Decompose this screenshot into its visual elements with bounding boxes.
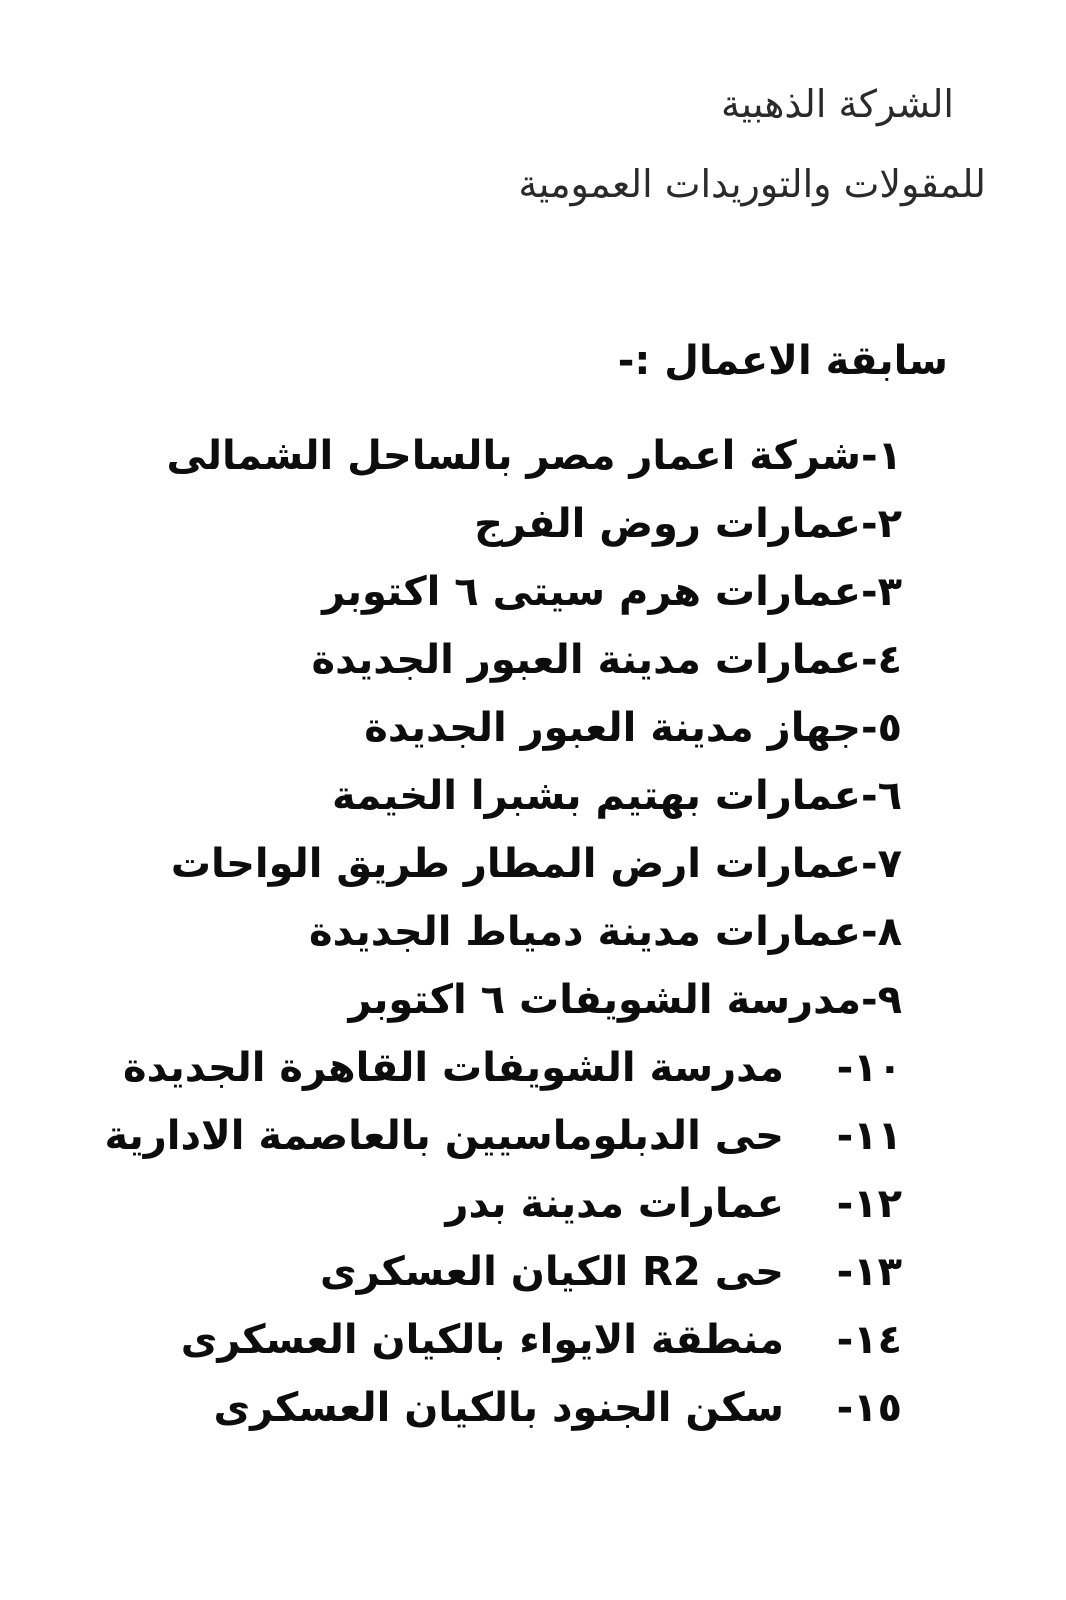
section-heading: سابقة الاعمال :- <box>617 338 948 384</box>
item-number: ٢- <box>860 501 902 547</box>
item-number: ١٥- <box>836 1385 902 1431</box>
item-text: جهاز مدينة العبور الجديدة <box>364 705 861 751</box>
item-number: ٧- <box>860 841 902 887</box>
item-text: عمارات مدينة بدر <box>445 1181 784 1227</box>
list-item <box>104 1034 902 1102</box>
item-number: ٣- <box>860 569 902 615</box>
list-item <box>104 1102 902 1170</box>
item-number: ٥- <box>860 705 902 751</box>
item-text: عمارات هرم سيتى ٦ اكتوبر <box>322 569 861 615</box>
item-number: ١١- <box>836 1113 902 1159</box>
list-item <box>104 762 902 830</box>
company-subtitle: للمقولات والتوريدات العمومية <box>518 162 986 206</box>
item-text: منطقة الايواء بالكيان العسكرى <box>180 1317 784 1363</box>
item-number: ٤- <box>860 637 902 683</box>
list-item <box>104 1374 902 1442</box>
list-item <box>104 626 902 694</box>
item-text: حى الدبلوماسيين بالعاصمة الادارية <box>104 1113 784 1159</box>
list-item <box>104 966 902 1034</box>
item-text: عمارات روض الفرج <box>474 501 861 547</box>
item-number: ٩- <box>860 977 902 1023</box>
item-text: عمارات مدينة دمياط الجديدة <box>309 909 861 955</box>
list-item <box>104 898 902 966</box>
item-text: عمارات مدينة العبور الجديدة <box>311 637 861 683</box>
list-item <box>104 490 902 558</box>
works-list <box>104 422 902 1442</box>
list-item <box>104 422 902 490</box>
list-item <box>104 1238 902 1306</box>
list-item <box>104 558 902 626</box>
list-item <box>104 694 902 762</box>
item-number: ١٠- <box>836 1045 902 1091</box>
item-number: ٨- <box>860 909 902 955</box>
item-number: ١- <box>860 433 902 479</box>
item-number: ١٢- <box>836 1181 902 1227</box>
item-number: ٦- <box>860 773 902 819</box>
company-name: الشركة الذهبية <box>721 82 954 126</box>
list-item <box>104 830 902 898</box>
item-text: مدرسة الشويفات ٦ اكتوبر <box>348 977 861 1023</box>
item-text: سكن الجنود بالكيان العسكرى <box>213 1385 784 1431</box>
list-item <box>104 1306 902 1374</box>
item-number: ١٣- <box>836 1249 902 1295</box>
item-number: ١٤- <box>836 1317 902 1363</box>
item-text: مدرسة الشويفات القاهرة الجديدة <box>123 1045 784 1091</box>
item-text: حى R2 الكيان العسكرى <box>319 1249 784 1295</box>
list-item <box>104 1170 902 1238</box>
item-text: شركة اعمار مصر بالساحل الشمالى <box>166 433 861 479</box>
item-text: عمارات ارض المطار طريق الواحات <box>170 841 861 887</box>
item-text: عمارات بهتيم بشبرا الخيمة <box>332 773 861 819</box>
